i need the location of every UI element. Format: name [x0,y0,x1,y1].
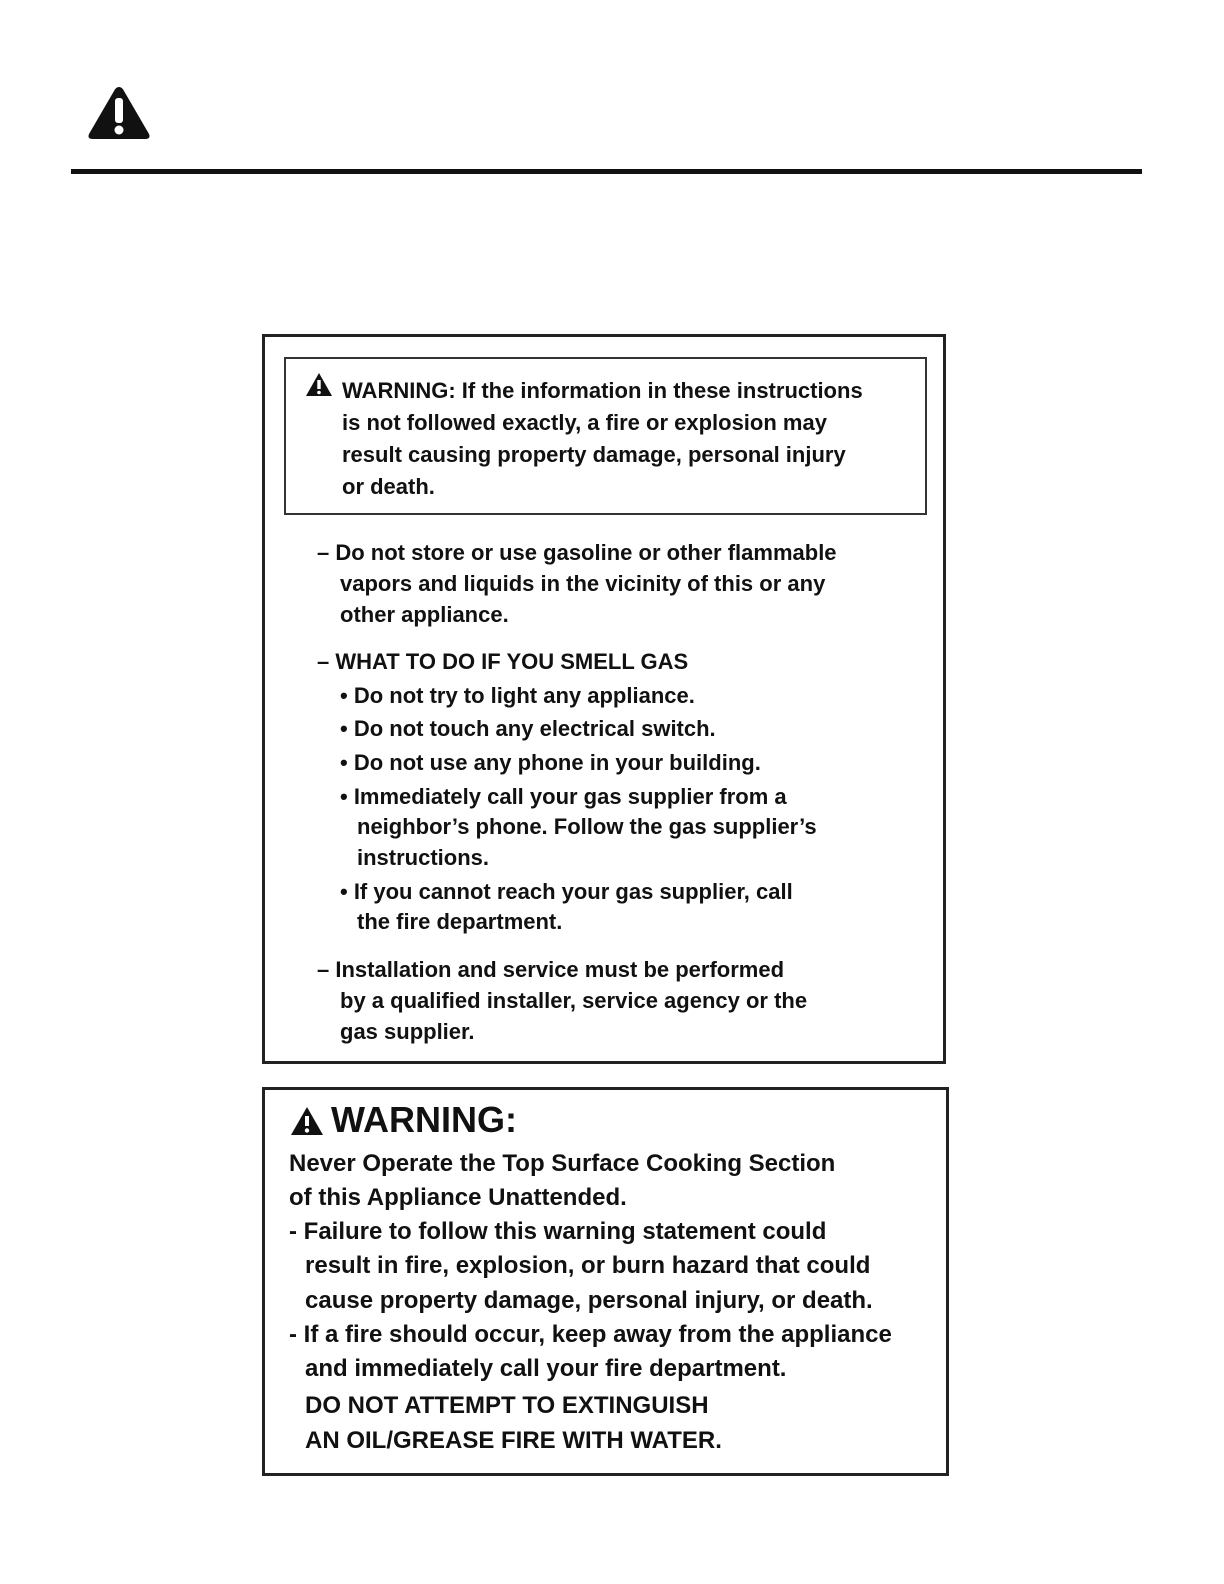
install-item-line: gas supplier. [340,1019,475,1044]
smell-gas-bullet: • If you cannot reach your gas supplier, call [340,879,793,904]
warning2-line: Never Operate the Top Surface Cooking Section [289,1150,836,1177]
smell-gas-bullet: • Do not use any phone in your building. [340,750,761,775]
smell-gas-bullet: instructions. [357,845,490,870]
smell-gas-bullet: neighbor’s phone. Follow the gas supplier’s [357,814,817,839]
warning1-line: WARNING: If the information in these instructions [342,378,863,403]
warning-triangle-icon [290,1106,324,1136]
warning2-line: of this Appliance Unattended. [289,1184,627,1211]
store-item-line: other appliance. [340,602,509,627]
smell-gas-bullet: • Do not try to light any appliance. [340,683,695,708]
store-item-line: – Do not store or use gasoline or other flammable [317,540,837,565]
smell-gas-bullet: the fire department. [357,909,563,934]
warning2-line: - If a fire should occur, keep away from the appliance [289,1321,892,1348]
smell-gas-bullet: • Do not touch any electrical switch. [340,716,716,741]
warning2-line: cause property damage, personal injury, or death. [305,1287,873,1314]
install-item-line: by a qualified installer, service agency or the [340,988,808,1013]
warning2-title: WARNING: [331,1099,517,1140]
install-item-line: – Installation and service must be performed [317,957,785,982]
header-rule [71,169,1142,174]
warning2-line: AN OIL/GREASE FIRE WITH WATER. [305,1427,722,1454]
warning2-line: and immediately call your fire department. [305,1355,787,1382]
warning-triangle-icon [86,84,152,142]
warning2-line: DO NOT ATTEMPT TO EXTINGUISH [305,1392,709,1419]
warning1-line: result causing property damage, personal injury [342,442,846,467]
store-item-line: vapors and liquids in the vicinity of this or any [340,571,826,596]
warning2-line: - Failure to follow this warning statement could [289,1218,827,1245]
warning2-line: result in fire, explosion, or burn hazard that could [305,1252,871,1279]
warning1-line: is not followed exactly, a fire or explosion may [342,410,827,435]
smell-gas-bullet: • Immediately call your gas supplier from a [340,784,787,809]
warning-triangle-icon [305,372,333,397]
warning1-line: or death. [342,474,435,499]
smell-gas-heading: – WHAT TO DO IF YOU SMELL GAS [317,649,689,674]
